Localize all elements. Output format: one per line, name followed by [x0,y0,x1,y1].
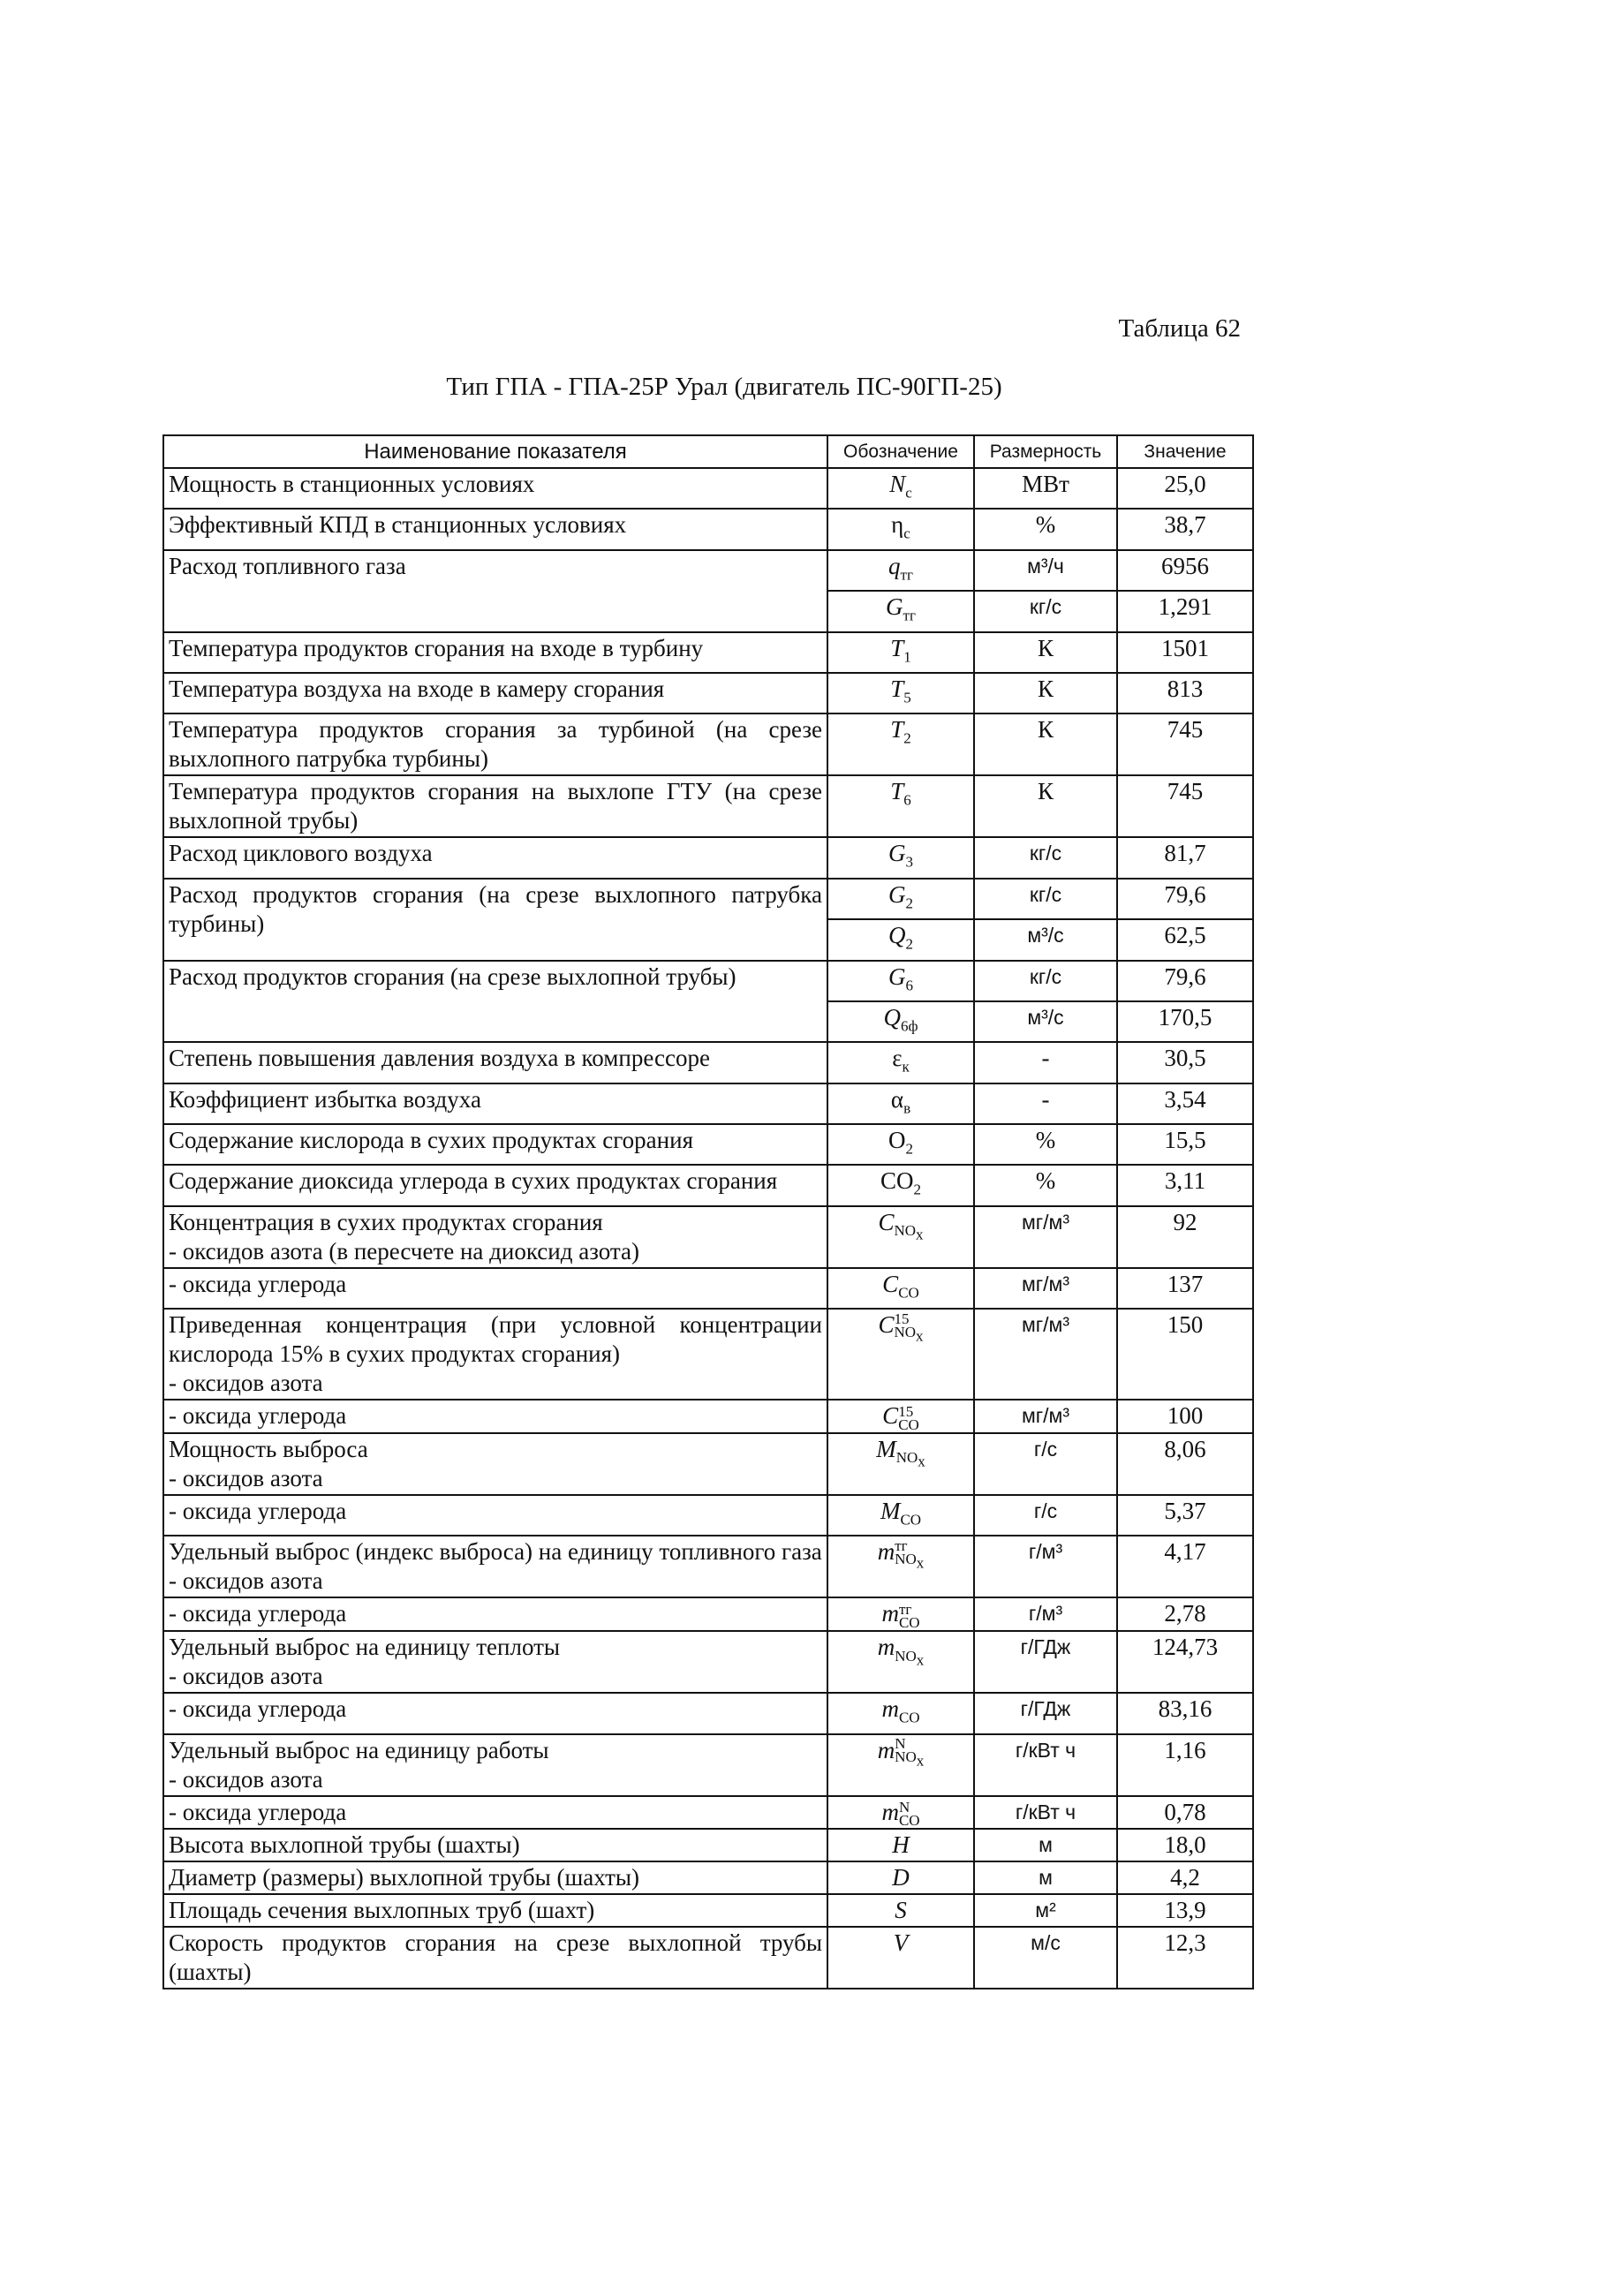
row-value: 745 [1117,713,1253,775]
row-value: 5,37 [1117,1495,1253,1536]
row-value: 137 [1117,1268,1253,1309]
table-row [163,673,1253,713]
row-unit: мг/м³ [974,1309,1117,1400]
row-symbol: $\alpha_в$ [827,1083,974,1124]
row-symbol: $G_6$ [827,961,974,1001]
row-value: 1,291 [1117,591,1253,631]
row-value: 4,17 [1117,1536,1253,1597]
table-row [163,1042,1253,1083]
group-title: Удельный выброс на единицу теплоты [169,1634,561,1661]
row-symbol: D [827,1861,974,1894]
table-row [163,1400,1253,1433]
table-row [163,1309,1253,1400]
row-value: 6956 [1117,550,1253,591]
table-row [163,1894,1253,1927]
parameters-table [162,434,1254,1989]
table-row [163,1083,1253,1124]
row-symbol: $Q_2$ [827,919,974,960]
row-name: Содержание кислорода в сухих продуктах сгорания [163,1124,827,1165]
group-title: Концентрация в сухих продуктах сгорания [169,1208,603,1235]
row-symbol: $G_3$ [827,837,974,878]
table-row [163,468,1253,509]
row-value: 38,7 [1117,509,1253,549]
row-value: 1,16 [1117,1734,1253,1796]
row-symbol: $T_1$ [827,632,974,673]
row-value: 79,6 [1117,879,1253,919]
row-name: Диаметр (размеры) выхлопной трубы (шахты) [163,1861,827,1894]
row-name: Содержание диоксида углерода в сухих продуктах сгорания [163,1165,827,1205]
row-symbol: S [827,1894,974,1927]
row-symbol: $C_{CO}$ [827,1268,974,1309]
row-name [163,1206,827,1268]
row-symbol: $q_{тг}$ [827,550,974,591]
row-symbol: $G_2$ [827,879,974,919]
header-value: Значение [1117,435,1253,468]
row-name: Расход циклового воздуха [163,837,827,878]
row-unit: К [974,775,1117,837]
row-unit: м³/с [974,1001,1117,1042]
row-symbol: $Q_{6ф}$ [827,1001,974,1042]
row-symbol: $T_5$ [827,673,974,713]
nox-label: - оксидов азота (в пересчете на диоксид азота) [169,1237,639,1265]
table-row [163,1927,1253,1989]
row-unit: г/ГДж [974,1693,1117,1733]
nox-label: - оксидов азота [169,1465,323,1492]
table-row [163,1829,1253,1861]
table-row [163,1693,1253,1733]
row-name [163,1734,827,1796]
row-symbol: $m_{CO}$ [827,1693,974,1733]
row-symbol: $T_2$ [827,713,974,775]
row-value: 3,54 [1117,1083,1253,1124]
row-unit: кг/с [974,591,1117,631]
row-unit: мг/м³ [974,1206,1117,1268]
row-name: Эффективный КПД в станционных условиях [163,509,827,549]
table-row [163,632,1253,673]
table-row [163,550,1253,591]
row-name [163,1536,827,1597]
row-symbol: $C_{NO_x}$ [827,1206,974,1268]
row-symbol: $M_{NO_x}$ [827,1433,974,1495]
row-unit: % [974,1124,1117,1165]
row-unit: % [974,1165,1117,1205]
co-label: - оксида углерода [163,1597,827,1631]
table-row [163,713,1253,775]
header-symbol: Обозначение [827,435,974,468]
row-value: 8,06 [1117,1433,1253,1495]
nox-label: - оксидов азота [169,1765,323,1793]
row-value: 150 [1117,1309,1253,1400]
table-row [163,1124,1253,1165]
nox-label: - оксидов азота [169,1663,323,1690]
row-unit: м/с [974,1927,1117,1989]
row-value: 30,5 [1117,1042,1253,1083]
row-value: 13,9 [1117,1894,1253,1927]
row-value: 25,0 [1117,468,1253,509]
row-name [163,1309,827,1400]
row-unit: г/кВт ч [974,1796,1117,1830]
table-row [163,1433,1253,1495]
row-unit: кг/с [974,837,1117,878]
table-number: Таблица 62 [1118,314,1241,343]
row-unit: м³/ч [974,550,1117,591]
row-name: Температура продуктов сгорания на входе в турбину [163,632,827,673]
group-title: Мощность выброса [169,1436,368,1463]
co-label: - оксида углерода [163,1268,827,1309]
row-name: Площадь сечения выхлопных труб (шахт) [163,1894,827,1927]
row-symbol: C 15 CO [827,1400,974,1433]
row-symbol: $G_{тг}$ [827,591,974,631]
row-value: 100 [1117,1400,1253,1433]
group-title: Приведенная концентрация (при условной концентрации кислорода 15% в сухих продуктах сгорания) [169,1311,822,1368]
co-label: - оксида углерода [163,1495,827,1536]
row-unit: % [974,509,1117,549]
row-name: Температура воздуха на входе в камеру сгорания [163,673,827,713]
row-symbol: V [827,1927,974,1989]
group-title: Удельный выброс (индекс выброса) на единицу топливного газа [169,1538,822,1566]
table-row [163,775,1253,837]
table-row [163,1165,1253,1205]
row-symbol: C 15 $NO_x$ [827,1309,974,1400]
row-unit: К [974,632,1117,673]
row-unit: кг/с [974,961,1117,1001]
row-value: 3,11 [1117,1165,1253,1205]
table-row [163,1796,1253,1830]
row-unit: м³/с [974,919,1117,960]
table-row [163,879,1253,919]
row-symbol: $O_2$ [827,1124,974,1165]
table-row [163,1597,1253,1631]
co-label: - оксида углерода [163,1693,827,1733]
co-label: - оксида углерода [163,1400,827,1433]
row-unit: К [974,673,1117,713]
row-value: 79,6 [1117,961,1253,1001]
row-unit: г/м³ [974,1536,1117,1597]
row-unit: К [974,713,1117,775]
row-value: 1501 [1117,632,1253,673]
row-value: 813 [1117,673,1253,713]
row-unit: - [974,1042,1117,1083]
row-value: 12,3 [1117,1927,1253,1989]
nox-label: - оксидов азота [169,1567,323,1595]
table-header-row [163,435,1253,468]
row-value: 81,7 [1117,837,1253,878]
row-symbol: $CO_2$ [827,1165,974,1205]
header-name: Наименование показателя [163,435,827,468]
table-row [163,1631,1253,1693]
row-symbol: H [827,1829,974,1861]
table-row [163,1734,1253,1796]
row-name [163,1631,827,1693]
row-symbol: $\eta_c$ [827,509,974,549]
row-value: 92 [1117,1206,1253,1268]
row-unit: г/м³ [974,1597,1117,1631]
row-symbol: m тг $NO_x$ [827,1536,974,1597]
row-symbol: m тг CO [827,1597,974,1631]
table-row [163,509,1253,549]
row-value: 170,5 [1117,1001,1253,1042]
row-value: 83,16 [1117,1693,1253,1733]
row-name: Температура продуктов сгорания на выхлопе ГТУ (на срезе выхлопной трубы) [163,775,827,837]
row-symbol: $\varepsilon_к$ [827,1042,974,1083]
row-unit: г/с [974,1433,1117,1495]
row-value: 0,78 [1117,1796,1253,1830]
group-title: Удельный выброс на единицу работы [169,1736,549,1763]
row-name: Скорость продуктов сгорания на срезе выхлопной трубы (шахты) [163,1927,827,1989]
row-unit: мг/м³ [974,1268,1117,1309]
row-symbol: $m_{NO_x}$ [827,1631,974,1693]
row-symbol: $M_{CO}$ [827,1495,974,1536]
table-row [163,1495,1253,1536]
row-name: Степень повышения давления воздуха в компрессоре [163,1042,827,1083]
co-label: - оксида углерода [163,1796,827,1830]
table-caption: Тип ГПА - ГПА-25Р Урал (двигатель ПС-90ГП-25) [446,373,1002,401]
row-value: 18,0 [1117,1829,1253,1861]
table-row [163,961,1253,1001]
row-unit: м² [974,1894,1117,1927]
row-value: 745 [1117,775,1253,837]
row-unit: г/ГДж [974,1631,1117,1693]
table-row [163,1268,1253,1309]
row-unit: кг/с [974,879,1117,919]
row-unit: м [974,1829,1117,1861]
row-name: Температура продуктов сгорания за турбиной (на срезе выхлопного патрубка турбины) [163,713,827,775]
row-symbol: m N CO [827,1796,974,1830]
header-unit: Размерность [974,435,1117,468]
row-symbol: $T_6$ [827,775,974,837]
table-row [163,1206,1253,1268]
row-name: Мощность в станционных условиях [163,468,827,509]
row-name: Расход продуктов сгорания (на срезе выхлопной трубы) [163,961,827,1043]
row-unit: г/кВт ч [974,1734,1117,1796]
table-row [163,837,1253,878]
row-value: 124,73 [1117,1631,1253,1693]
row-symbol: m N $NO_x$ [827,1734,974,1796]
nox-label: - оксидов азота [169,1370,323,1397]
table-row [163,1861,1253,1894]
row-value: 4,2 [1117,1861,1253,1894]
row-value: 62,5 [1117,919,1253,960]
row-value: 15,5 [1117,1124,1253,1165]
table-row [163,1536,1253,1597]
row-name: Расход топливного газа [163,550,827,632]
row-name: Расход продуктов сгорания (на срезе выхлопного патрубка турбины) [163,879,827,961]
row-unit: г/с [974,1495,1117,1536]
row-name: Коэффициент избытка воздуха [163,1083,827,1124]
row-unit: - [974,1083,1117,1124]
row-name [163,1433,827,1495]
row-symbol: $N_c$ [827,468,974,509]
row-name: Высота выхлопной трубы (шахты) [163,1829,827,1861]
row-unit: м [974,1861,1117,1894]
row-unit: мг/м³ [974,1400,1117,1433]
row-value: 2,78 [1117,1597,1253,1631]
row-unit: МВт [974,468,1117,509]
